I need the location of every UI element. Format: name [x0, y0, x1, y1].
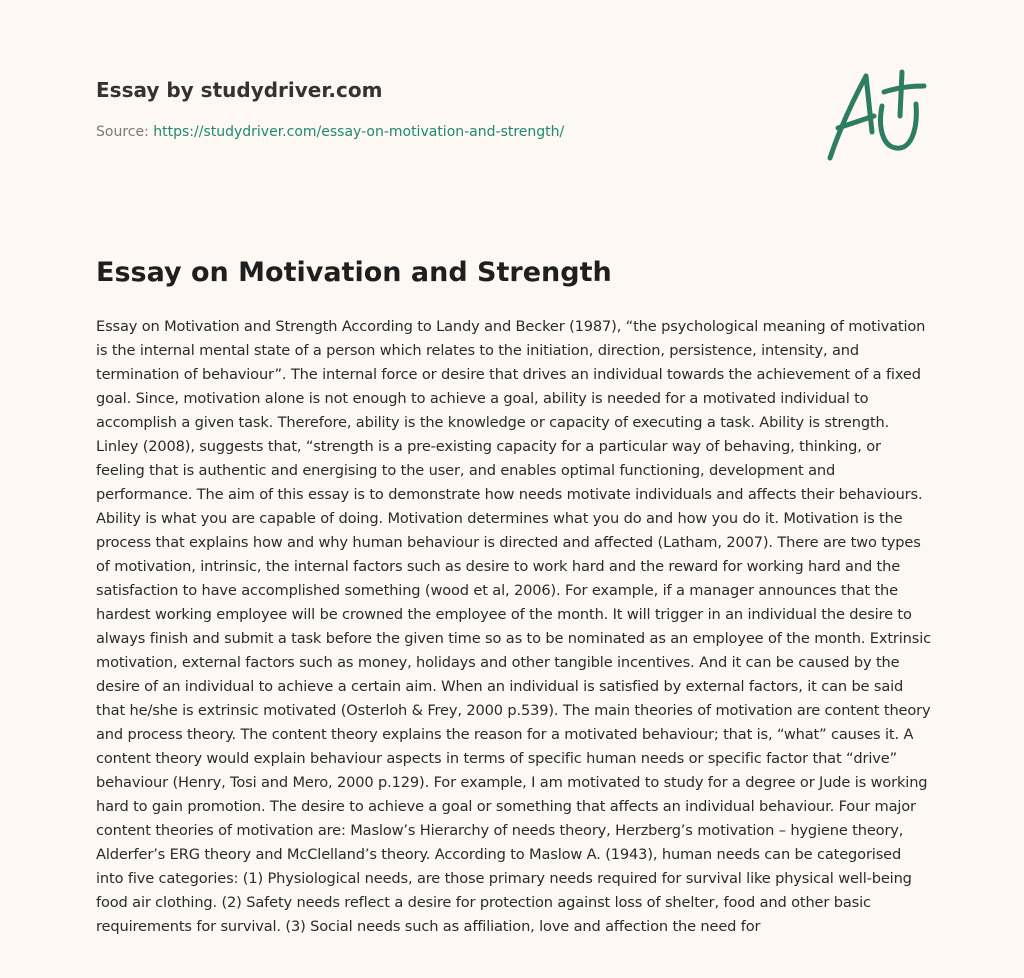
source-label: Source:	[96, 124, 149, 140]
essay-header	[96, 76, 796, 142]
a-plus-logo-icon	[820, 66, 930, 166]
essay-body-text: Essay on Motivation and Strength According to Landy and Becker (1987), “the psychological meaning of motivation is the internal mental state of a person which relates to the initiation, direction, persistence, intensity, and termination of behaviour”. The internal force or desire that drives an individual towards the achievement of a fixed goal. Since, motivation alone is not enough to achieve a goal, ability is needed for a motivated individual to accomplish a given task. Therefore, ability is the knowledge or capacity of executing a task. Ability is strength. Linley (2008), suggests that, “strength is a pre-existing capacity for a particular way of behaving, thinking, or feeling that is authentic and energising to the user, and enables optimal functioning, development and performance. The aim of this essay is to demonstrate how needs motivate individuals and affects their behaviours. Ability is what you are capable of doing. Motivation determines what you do and how you do it. Motivation is the process that explains how and why human behaviour is directed and affected (Latham, 2007). There are two types of motivation, intrinsic, the internal factors such as desire to work hard and the reward for working hard and the satisfaction to have accomplished something (wood et al, 2006). For example, if a manager announces that the hardest working employee will be crowned the employee of the month. It will trigger in an individual the desire to always finish and submit a task before the given time so as to be nominated as an employee of the month. Extrinsic motivation, external factors such as money, holidays and other tangible incentives. And it can be caused by the desire of an individual to achieve a certain aim. When an individual is satisfied by external factors, it can be said that he/she is extrinsic motivated (Osterloh & Frey, 2000 p.539). The main theories of motivation are content theory and process theory. The content theory explains the reason for a motivated behaviour; that is, “what” causes it. A content theory would explain behaviour aspects in terms of specific human needs or specific factor that “drive” behaviour (Henry, Tosi and Mero, 2000 p.129). For example, I am motivated to study for a degree or Jude is working hard to gain promotion. The desire to achieve a goal or something that affects an individual behaviour. Four major content theories of motivation are: Maslow’s Hierarchy of needs theory, Herzberg’s motivation – hygiene theory, Alderfer’s ERG theory and McClelland’s theory. According to Maslow A. (1943), human needs can be categorised into five categories: (1) Physiological needs, are those primary needs required for survival like physical well-being food air clothing. (2) Safety needs reflect a desire for protection against loss of shelter, food and other basic requirements for survival. (3) Social needs such as affiliation, love and affection the need for	[96, 318, 932, 935]
source-line	[96, 122, 796, 142]
site-title: Essay by studydriver.com	[96, 78, 383, 102]
essay-title: Essay on Motivation and Strength	[96, 257, 612, 288]
source-link[interactable]: https://studydriver.com/essay-on-motivation-and-strength/	[153, 124, 565, 140]
